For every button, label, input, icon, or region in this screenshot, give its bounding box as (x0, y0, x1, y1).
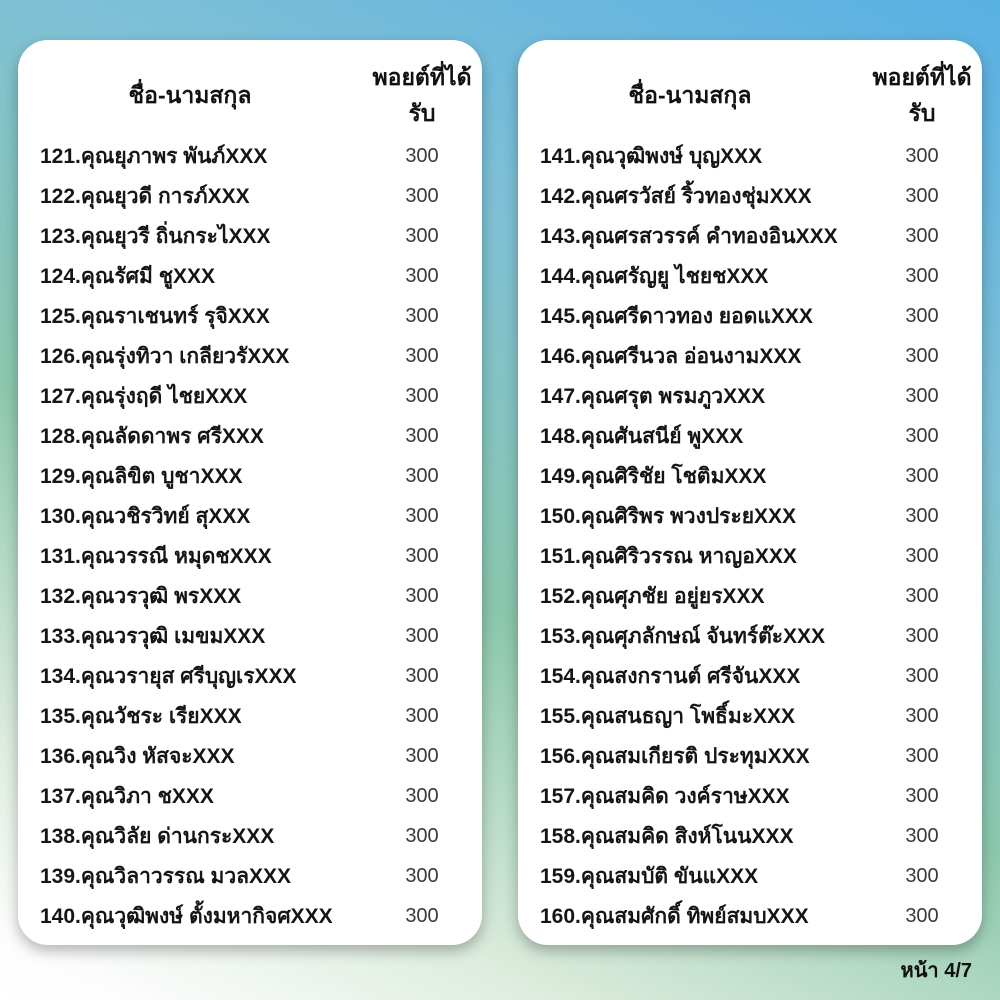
table-row (518, 696, 982, 736)
member-name: 133.คุณวรวุฒิ เมขมXXX (40, 624, 266, 648)
points-value: 300 (405, 224, 439, 247)
table-row (18, 416, 482, 456)
points-value: 300 (405, 304, 439, 327)
points-value: 300 (905, 224, 939, 247)
table-row (518, 496, 982, 536)
member-name: 144.คุณศรัญยู ไชยชXXX (540, 264, 769, 288)
member-name: 154.คุณสงกรานต์ ศรีจันXXX (540, 664, 801, 688)
points-value: 300 (905, 904, 939, 927)
points-list-panel-right (518, 40, 982, 945)
member-name: 134.คุณวรายุส ศรีบุญเรXXX (40, 664, 297, 688)
member-name: 137.คุณวิภา ชXXX (40, 784, 214, 808)
table-row (18, 736, 482, 776)
table-row (18, 536, 482, 576)
table-header (18, 60, 482, 126)
points-value: 300 (405, 184, 439, 207)
table-row (18, 816, 482, 856)
table-row (18, 856, 482, 896)
member-name: 143.คุณศรสวรรค์ คำทองอินXXX (540, 224, 838, 248)
table-row (518, 656, 982, 696)
table-row (18, 496, 482, 536)
points-value: 300 (905, 144, 939, 167)
points-value: 300 (905, 304, 939, 327)
points-value: 300 (405, 624, 439, 647)
points-column-header: พอยต์ที่ได้รับ (872, 64, 972, 126)
member-name: 132.คุณวรวุฒิ พรXXX (40, 584, 242, 608)
member-name: 153.คุณศุภลักษณ์ จันทร์ต๊ะXXX (540, 624, 826, 648)
table-row (518, 576, 982, 616)
table-row (18, 776, 482, 816)
table-rows (18, 136, 482, 936)
points-value: 300 (405, 144, 439, 167)
member-name: 140.คุณวุฒิพงษ์ ตั้งมหากิจศXXX (40, 904, 333, 928)
member-name: 129.คุณลิขิต บูชาXXX (40, 464, 243, 488)
table-row (518, 376, 982, 416)
points-value: 300 (905, 824, 939, 847)
points-value: 300 (905, 464, 939, 487)
member-name: 146.คุณศรีนวล อ่อนงามXXX (540, 344, 802, 368)
table-row (518, 896, 982, 936)
points-value: 300 (405, 544, 439, 567)
points-column-header: พอยต์ที่ได้รับ (372, 64, 472, 126)
points-value: 300 (405, 344, 439, 367)
member-name: 125.คุณราเชนทร์ รุจิXXX (40, 304, 270, 328)
points-value: 300 (905, 264, 939, 287)
points-list-panel-left (18, 40, 482, 945)
points-value: 300 (905, 584, 939, 607)
table-row (518, 336, 982, 376)
table-row (18, 136, 482, 176)
member-name: 145.คุณศรีดาวทอง ยอดแXXX (540, 304, 813, 328)
points-value: 300 (405, 904, 439, 927)
member-name: 147.คุณศรุต พรมภูวXXX (540, 384, 766, 408)
points-value: 300 (905, 864, 939, 887)
table-row (518, 456, 982, 496)
member-name: 160.คุณสมศักดิ์ ทิพย์สมบXXX (540, 904, 809, 928)
points-value: 300 (905, 384, 939, 407)
member-name: 138.คุณวิลัย ด่านกระXXX (40, 824, 275, 848)
table-row (518, 136, 982, 176)
table-row (18, 336, 482, 376)
table-row (18, 296, 482, 336)
table-header (518, 60, 982, 126)
member-name: 152.คุณศุภชัย อยู่ยรXXX (540, 584, 765, 608)
name-column-header: ชื่อ-นามสกุล (128, 82, 252, 108)
table-row (18, 456, 482, 496)
points-value: 300 (405, 424, 439, 447)
table-row (18, 656, 482, 696)
member-name: 156.คุณสมเกียรติ ประทุมXXX (540, 744, 810, 768)
member-name: 123.คุณยุวรี ถิ่นกระไXXX (40, 224, 271, 248)
table-row (518, 416, 982, 456)
table-row (18, 576, 482, 616)
table-row (18, 896, 482, 936)
member-name: 136.คุณวิง หัสจะXXX (40, 744, 235, 768)
table-row (18, 216, 482, 256)
member-name: 141.คุณวุฒิพงษ์ บุญXXX (540, 144, 763, 168)
points-value: 300 (905, 184, 939, 207)
member-name: 155.คุณสนธญา โพธิ์มะXXX (540, 704, 795, 728)
points-value: 300 (405, 504, 439, 527)
member-name: 128.คุณลัดดาพร ศรีXXX (40, 424, 264, 448)
points-value: 300 (405, 464, 439, 487)
points-value: 300 (905, 624, 939, 647)
points-value: 300 (905, 784, 939, 807)
member-name: 159.คุณสมบัติ ขันแXXX (540, 864, 759, 888)
points-value: 300 (405, 864, 439, 887)
points-value: 300 (405, 584, 439, 607)
member-name: 124.คุณรัศมี ชูXXX (40, 264, 215, 288)
points-value: 300 (405, 744, 439, 767)
member-name: 157.คุณสมคิด วงค์ราษXXX (540, 784, 790, 808)
points-value: 300 (405, 824, 439, 847)
table-row (518, 536, 982, 576)
points-value: 300 (405, 704, 439, 727)
points-value: 300 (405, 264, 439, 287)
points-value: 300 (905, 504, 939, 527)
table-row (518, 296, 982, 336)
points-value: 300 (405, 784, 439, 807)
member-name: 150.คุณศิริพร พวงประยXXX (540, 504, 797, 528)
table-row (518, 616, 982, 656)
member-name: 151.คุณศิริวรรณ หาญอXXX (540, 544, 797, 568)
table-rows (518, 136, 982, 936)
name-column-header: ชื่อ-นามสกุล (628, 82, 752, 108)
member-name: 122.คุณยุวดี การภ์XXX (40, 184, 250, 208)
table-row (518, 176, 982, 216)
table-row (518, 776, 982, 816)
member-name: 139.คุณวิลาวรรณ มวลXXX (40, 864, 292, 888)
table-row (18, 696, 482, 736)
member-name: 158.คุณสมคิด สิงห์โนนXXX (540, 824, 794, 848)
table-row (518, 256, 982, 296)
member-name: 131.คุณวรรณี หมุดชXXX (40, 544, 272, 568)
page-number: หน้า 4/7 (900, 960, 972, 982)
table-row (518, 816, 982, 856)
points-value: 300 (905, 544, 939, 567)
table-row (18, 176, 482, 216)
table-row (518, 216, 982, 256)
points-value: 300 (905, 744, 939, 767)
member-name: 142.คุณศรวัสย์ ริ้วทองชุ่มXXX (540, 184, 812, 208)
member-name: 148.คุณศันสนีย์ พูXXX (540, 424, 744, 448)
table-row (18, 616, 482, 656)
points-value: 300 (905, 664, 939, 687)
member-name: 127.คุณรุ่งฤดี ไชยXXX (40, 384, 248, 408)
table-row (18, 376, 482, 416)
table-row (18, 256, 482, 296)
table-row (518, 736, 982, 776)
points-value: 300 (905, 344, 939, 367)
points-value: 300 (905, 704, 939, 727)
member-name: 121.คุณยุภาพร พันภ์XXX (40, 144, 268, 168)
member-name: 149.คุณศิริชัย โชติมXXX (540, 464, 767, 488)
points-value: 300 (405, 384, 439, 407)
member-name: 135.คุณวัชระ เรียXXX (40, 704, 242, 728)
member-name: 126.คุณรุ่งทิวา เกลียวรัXXX (40, 344, 290, 368)
points-value: 300 (905, 424, 939, 447)
points-value: 300 (405, 664, 439, 687)
member-name: 130.คุณวชิรวิทย์ สุXXX (40, 504, 251, 528)
table-row (518, 856, 982, 896)
